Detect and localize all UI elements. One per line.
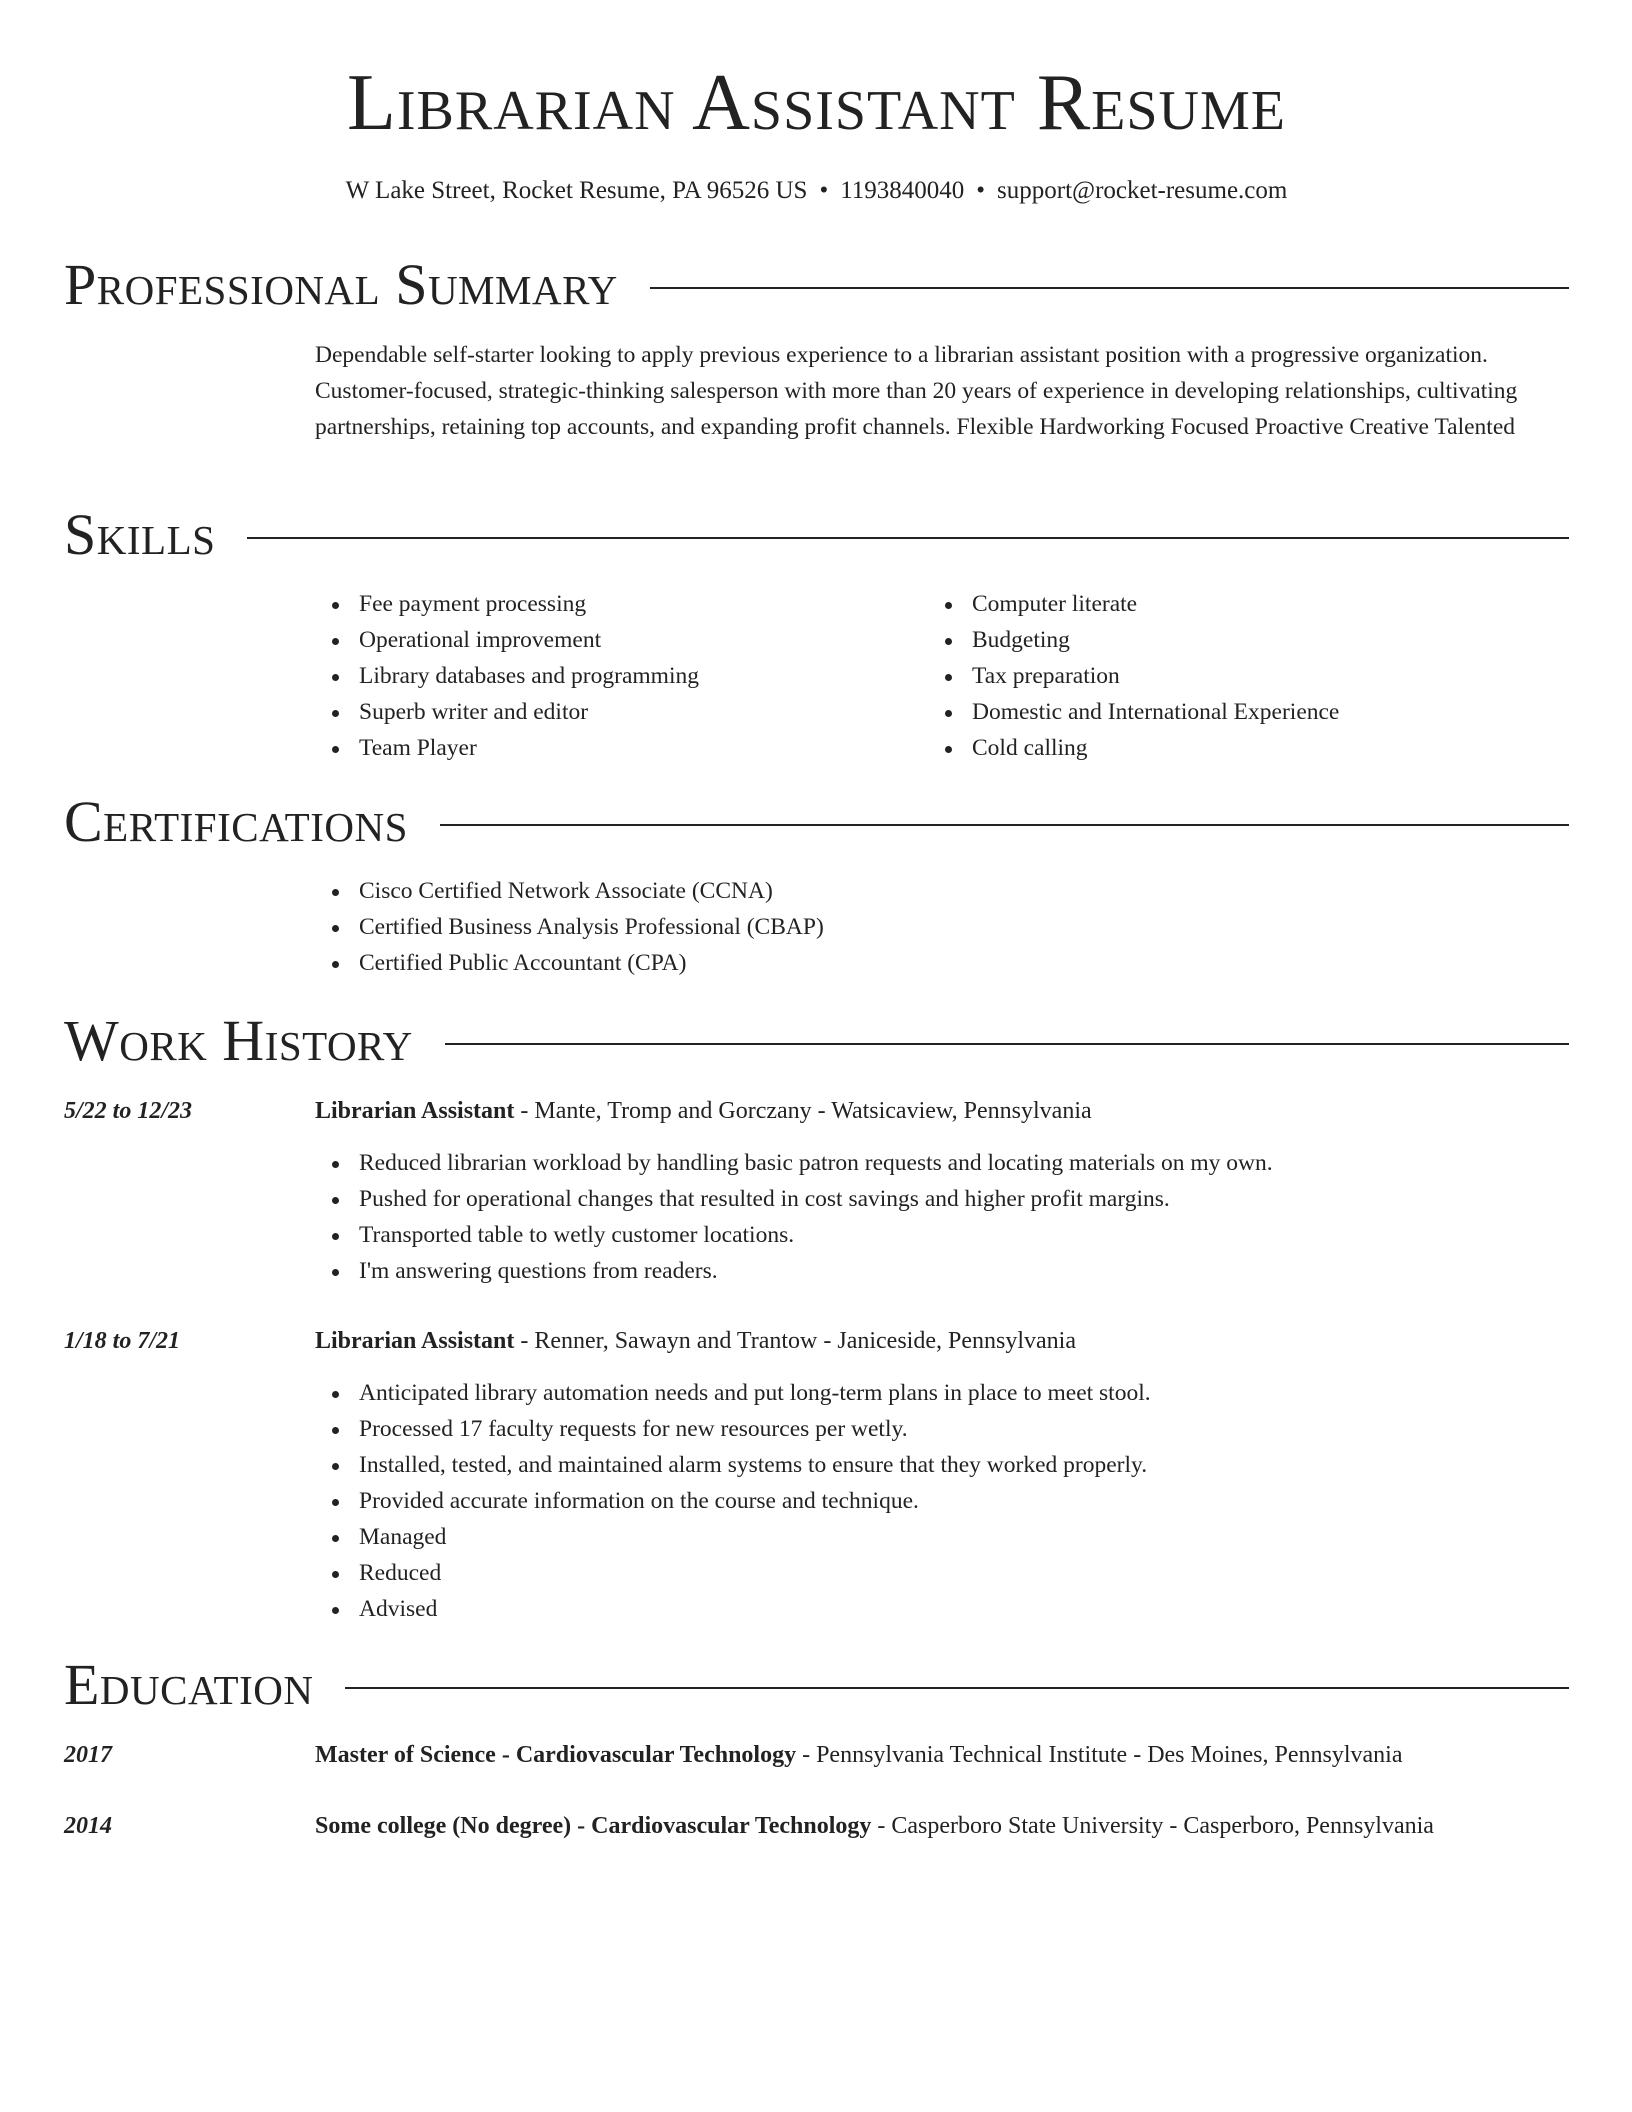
skill-item: Cold calling [928,730,1339,766]
skill-item: Operational improvement [315,622,699,658]
contact-separator: • [976,177,986,204]
job-bullet: Reduced [315,1555,1151,1591]
job-dates: 1/18 to 7/21 [64,1328,181,1354]
certification-item: Certified Public Accountant (CPA) [315,945,824,981]
skill-item: Team Player [315,730,699,766]
section-title-summary: Professional Summary [64,252,618,317]
education-year: 2017 [64,1742,112,1768]
job-bullet: Installed, tested, and maintained alarm systems to ensure that they worked properly. [315,1447,1151,1483]
certification-item: Cisco Certified Network Associate (CCNA) [315,873,824,909]
education-year: 2014 [64,1813,112,1839]
job-employer: - Renner, Sawayn and Trantow - Janiceside, Pennsylvania [514,1328,1076,1354]
skills-column-right [928,586,1339,766]
education-degree: Master of Science - Cardiovascular Technology [315,1742,797,1768]
job-bullet: Advised [315,1591,1151,1627]
education-school: - Pennsylvania Technical Institute - Des Moines, Pennsylvania [796,1742,1403,1768]
job-bullets [315,1145,1273,1289]
education-heading [315,1808,1434,1844]
education-school: - Casperboro State University - Casperboro, Pennsylvania [871,1813,1434,1839]
job-title: Librarian Assistant [315,1328,515,1354]
skill-item: Computer literate [928,586,1339,622]
job-employer: - Mante, Tromp and Gorczany - Watsicaview, Pennsylvania [514,1098,1092,1124]
section-title-skills: Skills [64,502,216,567]
job-heading [315,1093,1092,1129]
section-header-certifications [64,789,1569,855]
education-heading [315,1737,1403,1773]
contact-address: W Lake Street, Rocket Resume, PA 96526 US [345,177,808,204]
job-bullet: Processed 17 faculty requests for new resources per wetly. [315,1411,1151,1447]
job-bullet: Pushed for operational changes that resulted in cost savings and higher profit margins. [315,1181,1273,1217]
contact-email: support@rocket-resume.com [997,177,1288,204]
skill-item: Tax preparation [928,658,1339,694]
skill-item: Library databases and programming [315,658,699,694]
skills-column-left [315,586,699,766]
certifications-list [315,873,824,981]
contact-phone: 1193840040 [840,177,965,204]
job-bullet: I'm answering questions from readers. [315,1253,1273,1289]
skill-item: Domestic and International Experience [928,694,1339,730]
job-dates: 5/22 to 12/23 [64,1098,193,1124]
job-bullet: Anticipated library automation needs and put long-term plans in place to meet stool. [315,1375,1151,1411]
certification-item: Certified Business Analysis Professional (CBAP) [315,909,824,945]
section-header-skills [64,502,1569,568]
section-header-education [64,1652,1569,1718]
contact-line [64,171,1569,211]
skill-item: Superb writer and editor [315,694,699,730]
section-divider [650,287,1569,289]
job-title: Librarian Assistant [315,1098,515,1124]
job-bullet: Managed [315,1519,1151,1555]
section-divider [445,1043,1569,1045]
resume-title: Librarian Assistant Resume [347,59,1286,147]
skill-item: Fee payment processing [315,586,699,622]
job-bullet: Reduced librarian workload by handling basic patron requests and locating materials on my own. [315,1145,1273,1181]
section-header-work-history [64,1008,1569,1074]
skill-item: Budgeting [928,622,1339,658]
contact-separator: • [819,177,829,204]
section-title-work-history: Work History [64,1008,413,1073]
job-bullets [315,1375,1151,1627]
summary-text: Dependable self-starter looking to apply previous experience to a librarian assistant position with a progressive organization. Customer-focused, strategic-thinking salesperson with more than 20 years of experience in developing relationships, cultivating partnerships, retaining top accounts, and expanding profit channels. Flexible Hardworking Focused Proactive Creative Talented [315,342,1518,440]
education-degree: Some college (No degree) - Cardiovascular Technology [315,1813,872,1839]
section-divider [345,1687,1569,1689]
section-title-education: Education [64,1652,314,1717]
job-heading [315,1323,1076,1359]
section-header-summary [64,252,1569,318]
section-divider [247,537,1569,539]
section-divider [440,824,1569,826]
section-title-certifications: Certifications [64,789,408,854]
job-bullet: Transported table to wetly customer locations. [315,1217,1273,1253]
job-bullet: Provided accurate information on the course and technique. [315,1483,1151,1519]
